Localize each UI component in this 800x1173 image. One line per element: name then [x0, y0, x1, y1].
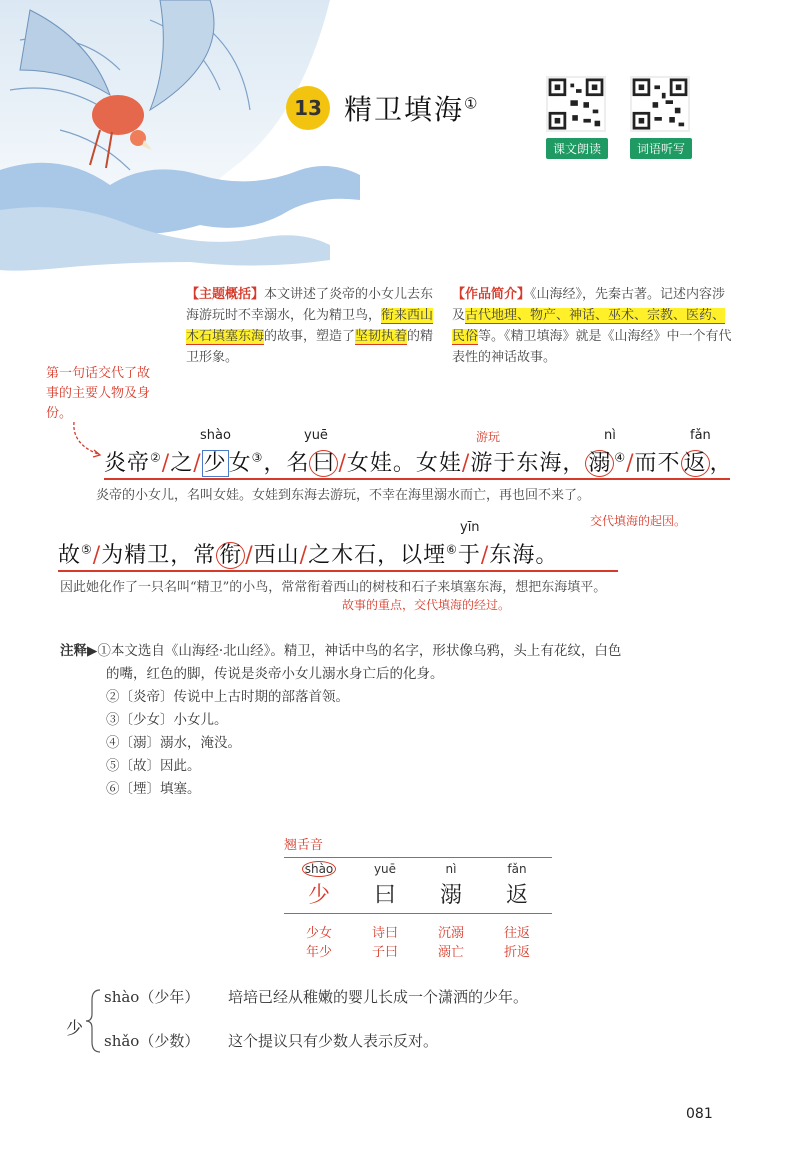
l1-h: ，	[709, 451, 733, 476]
l2-c: 西山	[253, 543, 300, 568]
sentence-1: 培培已经从稚嫩的婴儿长成一个潇洒的少年。	[228, 988, 529, 1006]
char-col	[424, 858, 478, 909]
l2-f: 东海。	[489, 543, 559, 568]
note-1: ①本文选自《山海经·北山经》。精卫，神话中鸟的名字，形状像乌鸦，头上有花纹，白色	[97, 643, 622, 659]
brace-icon	[84, 986, 102, 1056]
char-words	[424, 924, 478, 962]
l1-mark3: ③	[251, 450, 264, 465]
word: 往返	[503, 926, 530, 941]
l1-circled-ni: 溺	[585, 450, 614, 477]
page-number: 081	[686, 1106, 713, 1122]
l1-d: ，名	[263, 451, 310, 476]
reading-2: shǎo（少数）	[104, 1032, 200, 1050]
char-glyph: 曰	[373, 883, 396, 908]
char-pinyin: nì	[445, 862, 457, 876]
line-2-underline	[58, 570, 618, 572]
note-3: ③〔少女〕小女儿。	[106, 712, 228, 728]
polyphone-char: 少	[66, 1019, 83, 1039]
qr-reading-label: 课文朗读	[546, 138, 608, 159]
word: 子曰	[371, 945, 398, 960]
char-words	[358, 924, 412, 962]
qr-code-icon	[630, 76, 690, 132]
pinyin-yin: yīn	[460, 520, 480, 535]
l1-mark2: ②	[150, 450, 162, 465]
summary-text-e: 的精卫形象。	[186, 329, 434, 365]
summary-text-a: 本文讲述了炎帝的小女儿去东海游玩时不幸溺水，化为精卫鸟，	[186, 287, 434, 323]
lesson-title-note-mark: ①	[464, 94, 480, 113]
l2-b: 为精卫，常	[101, 543, 217, 568]
summary-text-c: 的故事，塑造了	[264, 329, 356, 344]
l2-mark5: ⑤	[81, 542, 93, 557]
line-1-underline	[104, 478, 730, 480]
l2-e: 于	[457, 543, 481, 568]
l1-a: 炎帝	[104, 451, 151, 476]
right-note-cause: 交代填海的起因。	[590, 514, 687, 528]
l1-circled-fan: 返	[681, 450, 710, 477]
qr-code-icon	[546, 76, 606, 132]
pinyin-ni: nì	[604, 428, 616, 443]
lesson-title	[344, 88, 479, 128]
char-col	[490, 858, 544, 909]
l1-c: 女	[228, 451, 252, 476]
classical-line-1: 炎帝②/之/少女③，名 曰 /女娃。女娃/游于东海， 溺 ④/而不 返 ，	[104, 450, 733, 476]
translation-line-2: 因此她化作了一只名叫“精卫”的小鸟，常常衔着西山的树枝和石子来填塞东海，想把东海填平。	[60, 580, 607, 595]
below-note-process: 故事的重点，交代填海的经过。	[342, 598, 511, 612]
l2-circled-xian: 衔	[216, 542, 245, 569]
qr-reading[interactable]	[546, 76, 608, 159]
note-5: ⑤〔故〕因此。	[106, 758, 201, 774]
intro-highlight: 古代地理、物产、神话、巫术、宗教、医药、民俗	[452, 308, 726, 344]
word: 诗曰	[371, 926, 398, 941]
summary-box	[186, 284, 442, 368]
char-col	[358, 858, 412, 909]
char-words	[292, 924, 346, 962]
notes-lead: 注释▶	[60, 643, 98, 659]
l1-circled-yue: 曰	[309, 450, 338, 477]
lesson-title-text: 精卫填海	[344, 93, 465, 126]
qr-dictation-label: 词语听写	[630, 138, 692, 159]
summary-tag: 【主题概括】	[186, 287, 265, 302]
character-table	[284, 834, 552, 962]
char-pinyin: yuē	[373, 862, 397, 876]
l2-mark6: ⑥	[446, 542, 458, 557]
l2-d: 之木石，以堙	[308, 543, 447, 568]
intro-tag: 【作品简介】	[452, 287, 531, 302]
side-annotation: 第一句话交代了故事的主要人物及身份。	[46, 366, 151, 421]
notes-section	[60, 640, 740, 801]
pinyin-yue: yuē	[304, 428, 328, 443]
word: 少女	[305, 926, 332, 941]
sentence-2: 这个提议只有少数人表示反对。	[228, 1032, 439, 1050]
pinyin-shao: shào	[200, 428, 231, 443]
l2-a: 故	[58, 543, 82, 568]
word: 折返	[503, 945, 530, 960]
l1-e: 女娃。女娃	[346, 451, 462, 476]
word: 沉溺	[437, 926, 464, 941]
above-note-youwan: 游玩	[476, 430, 501, 444]
work-intro-box	[452, 284, 736, 368]
char-col	[292, 858, 346, 909]
char-pinyin: fǎn	[507, 862, 527, 876]
qr-dictation[interactable]	[630, 76, 692, 159]
polyphone-row-1	[104, 986, 528, 1007]
classical-line-2: 故⑤/为精卫，常 衔 /西山/之木石，以堙⑥于/东海。	[58, 542, 559, 568]
note-6: ⑥〔堙〕填塞。	[106, 781, 201, 797]
intro-text-c: 等。《精卫填海》就是《山海经》中一个有代表性的神话故事。	[452, 329, 732, 365]
char-pinyin: shào	[302, 861, 337, 877]
note-2: ②〔炎帝〕传说中上古时期的部落首领。	[106, 689, 349, 705]
l1-g: 而不	[634, 451, 681, 476]
annotation-arrow-icon	[68, 420, 108, 460]
note-1-cont: 的嘴，红色的脚，传说是炎帝小女儿溺水身亡后的化身。	[106, 666, 444, 682]
l1-f: 游于东海，	[470, 451, 586, 476]
word: 年少	[305, 945, 332, 960]
reading-1: shào（少年）	[104, 988, 200, 1006]
char-glyph: 少	[307, 883, 330, 908]
note-4: ④〔溺〕溺水，淹没。	[106, 735, 241, 751]
char-glyph: 返	[505, 883, 528, 908]
translation-line-1: 炎帝的小女儿，名叫女娃。女娃到东海去游玩，不幸在海里溺水而亡，再也回不来了。	[96, 488, 591, 503]
char-glyph: 溺	[439, 883, 462, 908]
l1-mark4: ④	[614, 450, 627, 465]
l1-boxed-char: 少	[203, 451, 227, 476]
intro-text-a: 《山海经》，先秦古著。记述内容涉及	[452, 287, 726, 323]
char-words	[490, 924, 544, 962]
summary-highlight-action: 衔来西山木石填塞东海	[186, 308, 434, 344]
lesson-number-badge: 13	[286, 86, 330, 130]
summary-highlight-trait: 坚韧执着	[355, 329, 408, 344]
word: 溺亡	[437, 945, 464, 960]
pinyin-fan: fǎn	[690, 428, 711, 443]
lesson-header	[286, 86, 479, 130]
l1-b: 之	[170, 451, 194, 476]
chars-caption: 翘舌音	[284, 838, 324, 853]
polyphone-row-2	[104, 1030, 438, 1051]
